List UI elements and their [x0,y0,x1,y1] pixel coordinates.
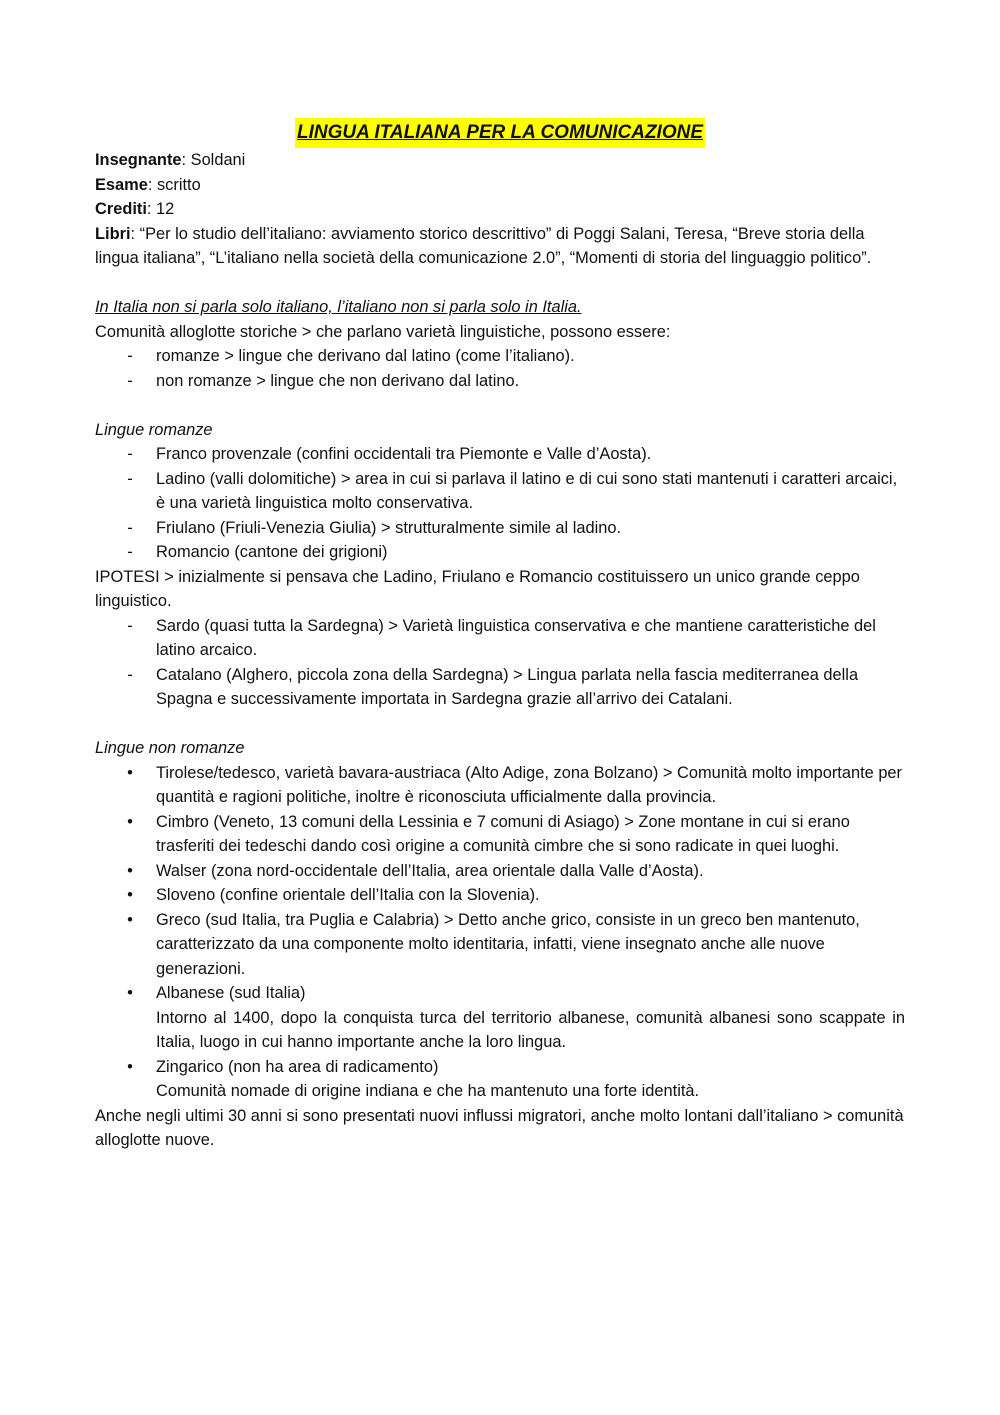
list-item: - Romancio (cantone dei grigioni) [95,540,905,565]
list-item: • Sloveno (confine orientale dell’Italia con la Slovenia). [95,883,905,908]
exam-value: : scritto [147,175,201,194]
dash-marker: - [127,371,133,390]
credits-value: : 12 [146,200,175,218]
bullet-marker: • [127,812,133,831]
dash-marker: - [127,347,133,365]
hypothesis: IPOTESI > inizialmente si pensava che Ladino, Friulano e Romancio costituissero un unico grande ceppo linguistico. [95,567,860,610]
document-page [95,118,905,1153]
dash-marker: - [127,543,133,561]
bullet-marker: • [127,910,133,929]
exam-label: Esame [95,175,148,194]
romance-list-2 [95,614,905,712]
list-item: - Ladino (valli dolomitiche) > area in cui si parlava il latino e di cui sono stati mantenuti i caratteri arcaici, è una varietà linguistica molto conservativa. [95,467,905,516]
closing-paragraph: Anche negli ultimi 30 anni si sono presentati nuovi influssi migratori, anche molto lontani dall’italiano > comunità alloglotte nuove. [95,1106,904,1149]
intro-list [95,344,905,393]
teacher-label: Insegnante [95,151,182,169]
dash-marker: - [127,445,133,463]
list-item: - non romanze > lingue che non derivano dal latino. [95,369,905,394]
intro-lead: Comunità alloglotte storiche > che parlano varietà linguistiche, possono essere: [95,322,671,341]
teacher-value: : Soldani [181,151,246,169]
motto: In Italia non si parla solo italiano, l’italiano non si parla solo in Italia. [95,298,582,316]
list-item: - romanze > lingue che derivano dal latino (come l’italiano). [95,344,905,369]
document-title: LINGUA ITALIANA PER LA COMUNICAZIONE [295,118,705,148]
dash-marker: - [127,665,133,684]
list-item: • Greco (sud Italia, tra Puglia e Calabria) > Detto anche grico, consiste in un greco ben mantenuto, caratterizzato da una componente molto identitaria, infatti, viene insegnato anche alle nuove generazioni. [95,908,905,982]
nonromance-heading: Lingue non romanze [95,739,245,757]
albanian-head: Albanese (sud Italia) [156,984,306,1002]
dash-marker: - [127,469,133,488]
romani-body: Comunità nomade di origine indiana e che ha mantenuto una forte identità. [156,1082,700,1100]
teacher-line [95,148,905,173]
romani-head: Zingarico (non ha area di radicamento) [156,1057,439,1076]
credits-label: Crediti [95,200,147,218]
bullet-marker: • [127,984,133,1002]
romance-heading: Lingue romanze [95,420,213,439]
spacer [95,393,905,418]
dash-marker: - [127,518,133,537]
credits-line [95,197,905,222]
title-block [95,118,905,148]
list-item: - Sardo (quasi tutta la Sardegna) > Varietà linguistica conservativa e che mantiene caratteristiche del latino arcaico. [95,614,905,663]
exam-line [95,173,905,198]
bullet-marker: • [127,763,133,782]
books-label: Libri [95,224,131,243]
list-item: - Franco provenzale (confini occidentali tra Piemonte e Valle d’Aosta). [95,442,905,467]
albanian-body: Intorno al 1400, dopo la conquista turca del territorio albanese, comunità albanesi sono scappate in Italia, luogo in cui hanno importante anche la loro lingua. [156,1008,905,1051]
spacer [95,712,905,737]
list-item: - Friulano (Friuli-Venezia Giulia) > strutturalmente simile al ladino. [95,516,905,541]
list-item [95,1055,905,1104]
books-value: : “Per lo studio dell’italiano: avviamento storico descrittivo” di Poggi Salani, Teresa, “Breve storia della lingua italiana”, “L’italiano nella società della comunicazione 2.0”, “Momenti di storia del linguaggio politico”. [95,224,872,267]
spacer [95,271,905,296]
list-item: • Walser (zona nord-occidentale dell’Italia, area orientale dalla Valle d’Aosta). [95,859,905,884]
list-item [95,981,905,1055]
nonromance-list [95,761,905,1104]
bullet-marker: • [127,886,133,904]
bullet-marker: • [127,1057,133,1076]
books-line [95,222,905,271]
bullet-marker: • [127,861,133,880]
dash-marker: - [127,616,133,635]
list-item: • Tirolese/tedesco, varietà bavara-austriaca (Alto Adige, zona Bolzano) > Comunità molto importante per quantità e ragioni politiche, inoltre è riconosciuta ufficialmente dalla provincia. [95,761,905,810]
list-item: • Cimbro (Veneto, 13 comuni della Lessinia e 7 comuni di Asiago) > Zone montane in cui si erano trasferiti dei tedeschi dando così origine a comunità cimbre che si sono radicate in quei luoghi. [95,810,905,859]
romance-list [95,442,905,565]
list-item: - Catalano (Alghero, piccola zona della Sardegna) > Lingua parlata nella fascia mediterranea della Spagna e successivamente importata in Sardegna grazie all’arrivo dei Catalani. [95,663,905,712]
